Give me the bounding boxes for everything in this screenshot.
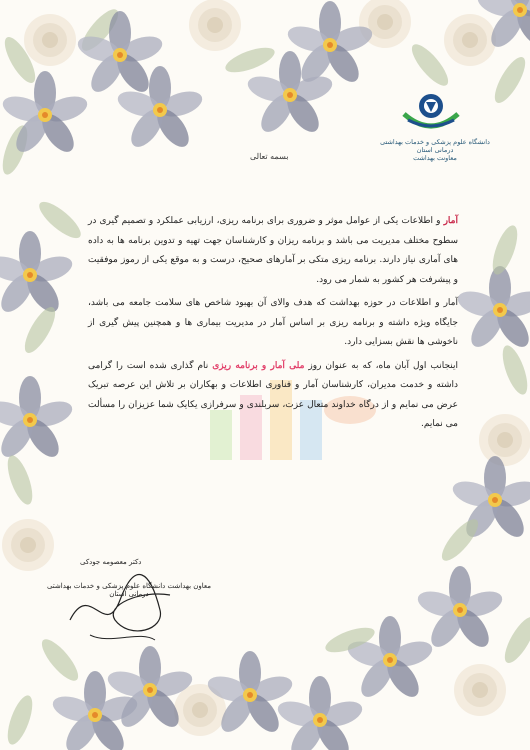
paragraph-1-text: و اطلاعات یکی از عوامل موثر و ضروری برای برنامه ریزی، ارزیابی عملکرد و تصمیم گیری در سطوح مختلف مدیریت می باشد و برنامه ریزان و کارشناسان جهت تهیه و تدوین برنامه ها به داده های آماری نیاز دارند. برنامه ریزی متکی بر آمارهای صحیح، درست و به موقع یکی از رموز موفقیت و پیشرفت هر کشور به شمار می رود.: [88, 216, 458, 285]
signatory-title: معاون بهداشت دانشگاه علوم پزشکی و خدمات بهداشتی درمانی استان: [46, 582, 212, 598]
university-logo-icon: [398, 92, 464, 136]
paragraph-1: [88, 212, 458, 290]
signatory-name: دکتر معصومه جودکی: [80, 558, 142, 566]
first-word: آمار: [443, 216, 458, 226]
organization-name: [380, 138, 490, 162]
letter-body: [88, 212, 458, 439]
organization-line-1: دانشگاه علوم پزشکی و خدمات بهداشتی درمانی استان: [380, 138, 490, 154]
paragraph-3-start: اینجانب اول آبان ماه، که به عنوان روز: [304, 360, 458, 371]
paragraph-3: [88, 357, 458, 435]
basmala: بسمه تعالی: [250, 152, 289, 161]
paragraph-3-end: نام گذاری شده است را گرامی داشته و خدمت مدیران، کارشناسان آمار و فناوری اطلاعات و بهکاران بر تلاش این عرصه تبریک عرض می نمایم و از درگاه خداوند متعال عزت، سربلندی و سرفرازی یکایک شما عزیزان را مسألت می نمایم.: [88, 360, 458, 429]
handwritten-signature: [60, 560, 180, 650]
highlighted-phrase: ملی آمار و برنامه ریزی: [212, 360, 305, 371]
paragraph-2: آمار و اطلاعات در حوزه بهداشت که هدف والای آن بهبود شاخص های سلامت جامعه می باشد، جایگاه ویژه داشته و برنامه ریزی بر اساس آمار در مدیریت بیماری ها و همچنین پیش گیری از ناخوشی ها نقش بسزایی دارد.: [88, 298, 458, 347]
organization-line-2: معاونت بهداشت: [413, 154, 457, 162]
